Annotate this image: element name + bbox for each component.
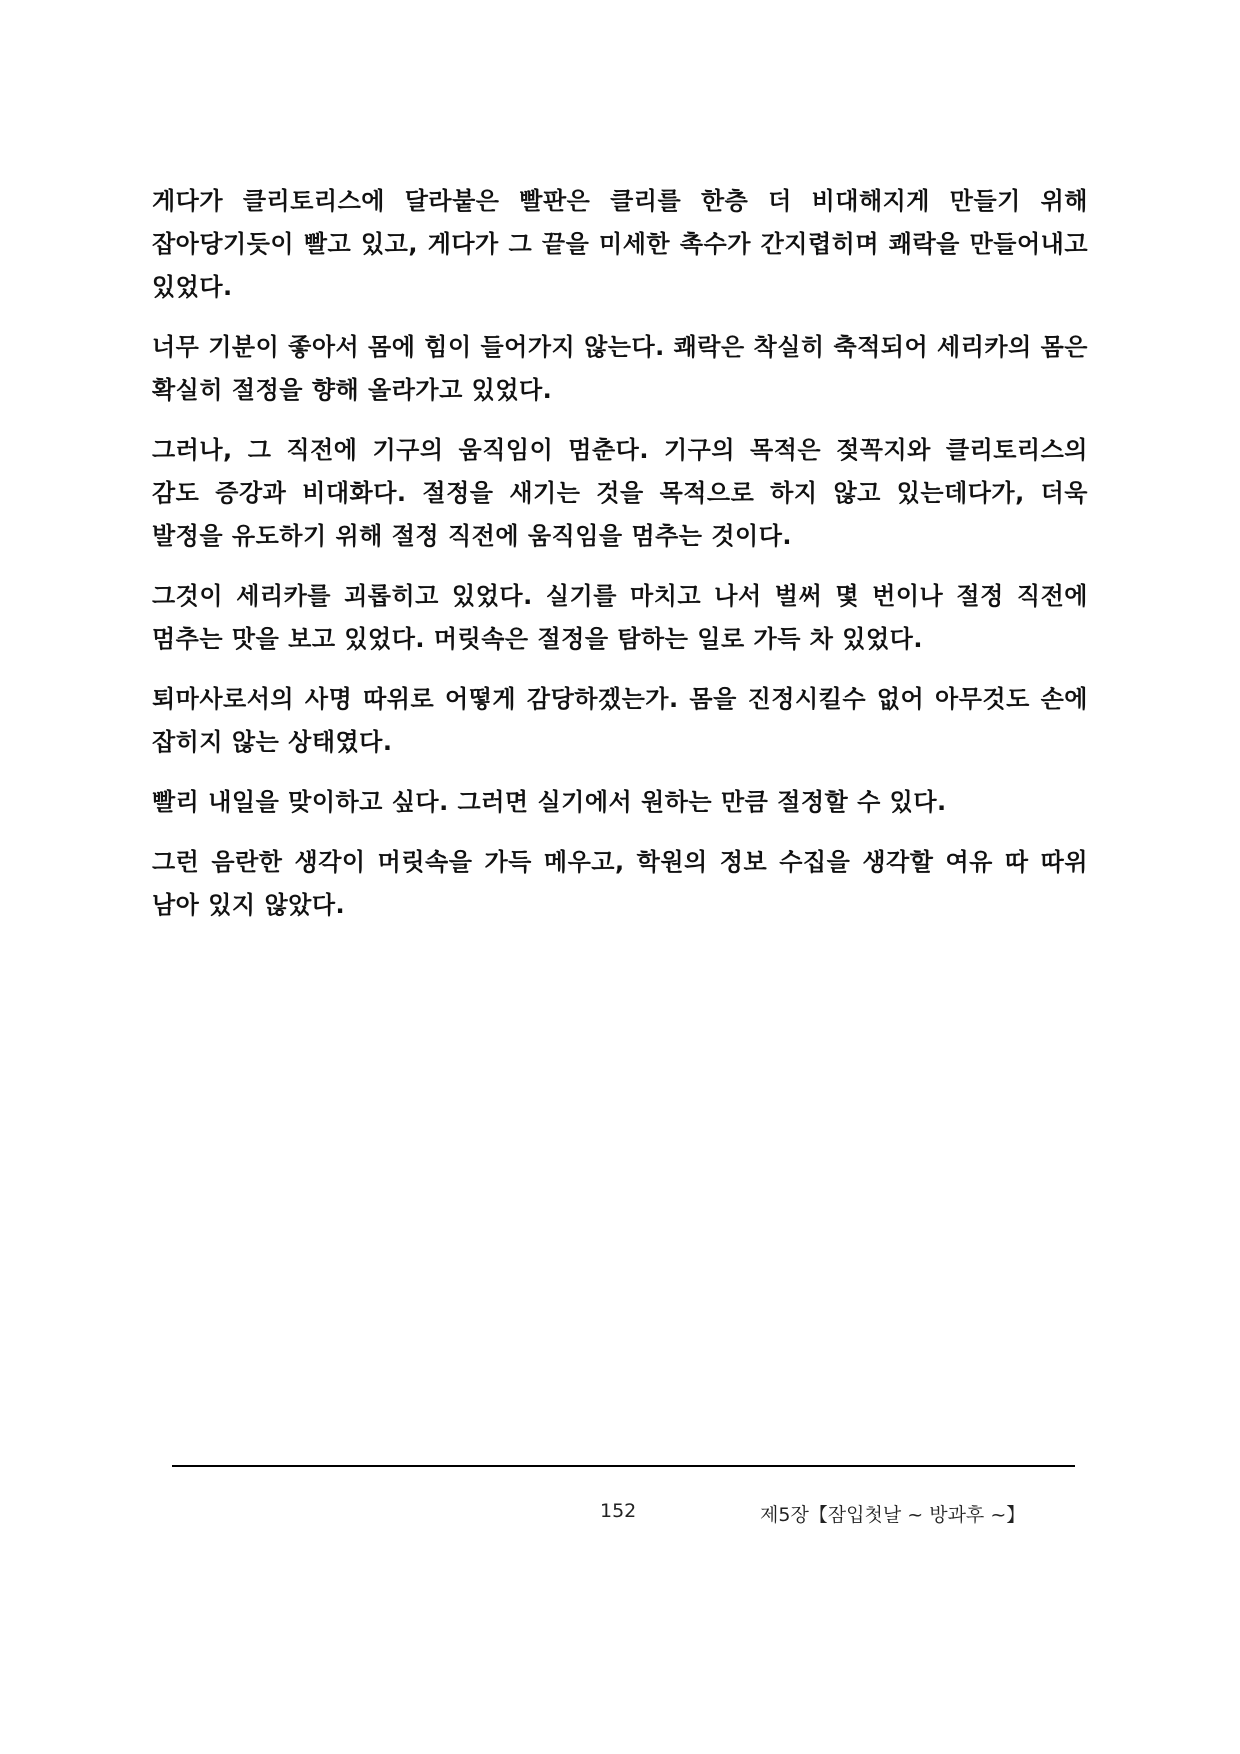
page-number: 152 bbox=[600, 1500, 637, 1522]
footer-divider-center bbox=[248, 1465, 999, 1467]
paragraph-2: 너무 기분이 좋아서 몸에 힘이 들어가지 않는다. 쾌락은 착실히 축적되어 세리카의 몸은 확실히 절정을 향해 올라가고 있었다. bbox=[152, 333, 1088, 404]
paragraph-4: 그것이 세리카를 괴롭히고 있었다. 실기를 마치고 나서 벌써 몇 번이나 절정 직전에 멈추는 맛을 보고 있었다. 머릿속은 절정을 탐하는 일로 가득 차 있었다. bbox=[152, 582, 1088, 653]
chapter-title: 제5장【잠입첫날 ~ 방과후 ~】 bbox=[760, 1504, 1026, 1526]
footer-divider-right bbox=[999, 1465, 1075, 1466]
paragraph-6: 빨리 내일을 맞이하고 싶다. 그러면 실기에서 원하는 만큼 절정할 수 있다. bbox=[152, 788, 947, 816]
footer-divider-left bbox=[172, 1465, 248, 1466]
paragraph-7: 그런 음란한 생각이 머릿속을 가득 메우고, 학원의 정보 수집을 생각할 여유 따 따위 남아 있지 않았다. bbox=[152, 848, 1088, 919]
paragraph-3: 그러나, 그 직전에 기구의 움직임이 멈춘다. 기구의 목적은 젖꼭지와 클리토리스의 감도 증강과 비대화다. 절정을 새기는 것을 목적으로 하지 않고 있는데다가, 더욱 발정을 유도하기 위해 절정 직전에 움직임을 멈추는 것이다. bbox=[152, 436, 1088, 550]
body-text bbox=[152, 180, 1088, 944]
paragraph-1: 게다가 클리토리스에 달라붙은 빨판은 클리를 한층 더 비대해지게 만들기 위해 잡아당기듯이 빨고 있고, 게다가 그 끝을 미세한 촉수가 간지렵히며 쾌락을 만들어내고 있었다. bbox=[152, 187, 1088, 301]
paragraph-5: 퇴마사로서의 사명 따위로 어떻게 감당하겠는가. 몸을 진정시킬수 없어 아무것도 손에 잡히지 않는 상태였다. bbox=[152, 685, 1088, 756]
footer-divider bbox=[172, 1465, 1075, 1467]
